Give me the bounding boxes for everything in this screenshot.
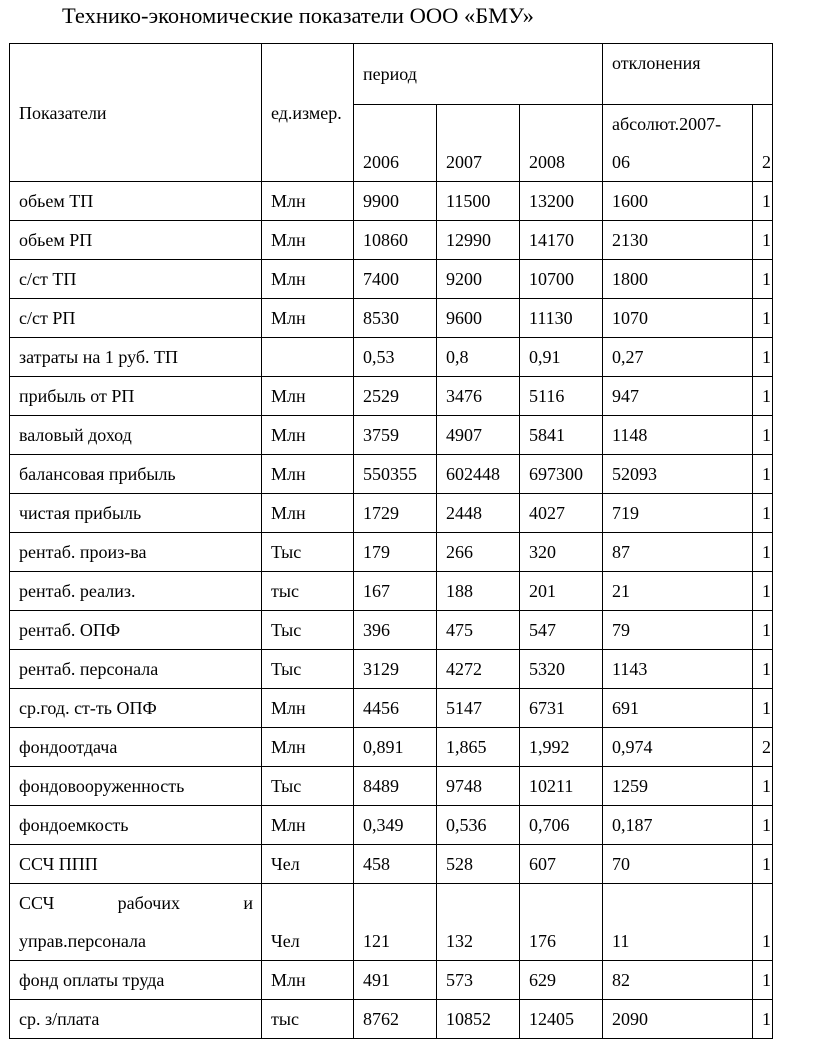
cell-2007: 475: [437, 611, 520, 650]
cell-2007: 602448: [437, 455, 520, 494]
header-absolute: [603, 105, 753, 182]
table-row: [10, 455, 773, 494]
cell-indicator: обьем ТП: [10, 182, 262, 221]
cell-next: 1: [753, 884, 773, 961]
cell-unit: Млн: [262, 377, 354, 416]
cell-next: 1: [753, 1000, 773, 1039]
cell-2006: 121: [354, 884, 437, 961]
cell-unit: Тыс: [262, 767, 354, 806]
cell-2007: 4907: [437, 416, 520, 455]
cell-absolute: 1148: [603, 416, 753, 455]
cell-2007: 132: [437, 884, 520, 961]
cell-next: 1: [753, 494, 773, 533]
cell-next: 2: [753, 728, 773, 767]
indicator-word: и: [243, 893, 253, 913]
document-title: Технико-экономические показатели ООО «БМУ»: [62, 3, 534, 28]
cell-unit: Млн: [262, 494, 354, 533]
cell-next: 1: [753, 689, 773, 728]
cell-next: 1: [753, 961, 773, 1000]
cell-absolute: 691: [603, 689, 753, 728]
table-body-tail: [10, 961, 773, 1039]
cell-unit: Млн: [262, 689, 354, 728]
cell-absolute: 1259: [603, 767, 753, 806]
cell-2007: 528: [437, 845, 520, 884]
header-year-2008: 2008: [520, 105, 603, 182]
table-row: [10, 494, 773, 533]
header-next-column: 2: [753, 105, 773, 182]
cell-indicator: рентаб. персонала: [10, 650, 262, 689]
cell-indicator: обьем РП: [10, 221, 262, 260]
cell-2007: 3476: [437, 377, 520, 416]
cell-2006: 0,53: [354, 338, 437, 377]
cell-2006: 4456: [354, 689, 437, 728]
cell-2008: 0,91: [520, 338, 603, 377]
cell-indicator: с/ст ТП: [10, 260, 262, 299]
cell-absolute: 79: [603, 611, 753, 650]
cell-absolute: 1600: [603, 182, 753, 221]
table-row: [10, 260, 773, 299]
cell-indicator: затраты на 1 руб. ТП: [10, 338, 262, 377]
cell-indicator: фондоемкость: [10, 806, 262, 845]
table-row: [10, 299, 773, 338]
cell-absolute: 21: [603, 572, 753, 611]
cell-next: 1: [753, 533, 773, 572]
cell-indicator: [10, 884, 262, 961]
cell-next: 1: [753, 650, 773, 689]
cell-2008: 607: [520, 845, 603, 884]
cell-2006: 9900: [354, 182, 437, 221]
cell-2006: 3129: [354, 650, 437, 689]
indicator-word: ССЧ: [19, 893, 55, 913]
cell-absolute: 947: [603, 377, 753, 416]
cell-indicator: ср. з/плата: [10, 1000, 262, 1039]
cell-indicator: валовый доход: [10, 416, 262, 455]
cell-2008: 10700: [520, 260, 603, 299]
cell-2007: 11500: [437, 182, 520, 221]
cell-next: 1: [753, 572, 773, 611]
cell-indicator: балансовая прибыль: [10, 455, 262, 494]
cell-unit: Млн: [262, 416, 354, 455]
cell-2008: 12405: [520, 1000, 603, 1039]
cell-2006: 550355: [354, 455, 437, 494]
indicators-table: [9, 43, 773, 1039]
cell-2007: 10852: [437, 1000, 520, 1039]
header-absolute-line2: 06: [612, 152, 630, 172]
cell-absolute: 1800: [603, 260, 753, 299]
cell-unit: Чел: [262, 845, 354, 884]
table-row: [10, 377, 773, 416]
cell-2007: 0,8: [437, 338, 520, 377]
cell-2007: 1,865: [437, 728, 520, 767]
header-year-2006: 2006: [354, 105, 437, 182]
cell-2006: 8530: [354, 299, 437, 338]
cell-2008: 0,706: [520, 806, 603, 845]
cell-absolute: 2130: [603, 221, 753, 260]
table-row: [10, 416, 773, 455]
table-row: [10, 1000, 773, 1039]
cell-2008: 5116: [520, 377, 603, 416]
cell-2008: 176: [520, 884, 603, 961]
cell-indicator: рентаб. ОПФ: [10, 611, 262, 650]
cell-absolute: 52093: [603, 455, 753, 494]
cell-2007: 2448: [437, 494, 520, 533]
cell-indicator: прибыль от РП: [10, 377, 262, 416]
cell-2008: 5841: [520, 416, 603, 455]
cell-2007: 266: [437, 533, 520, 572]
cell-absolute: 2090: [603, 1000, 753, 1039]
table-row: [10, 884, 773, 961]
cell-next: 1: [753, 260, 773, 299]
table-row: [10, 650, 773, 689]
cell-2007: 573: [437, 961, 520, 1000]
cell-2006: 179: [354, 533, 437, 572]
cell-unit: Тыс: [262, 650, 354, 689]
cell-unit: Млн: [262, 221, 354, 260]
cell-unit: [262, 338, 354, 377]
cell-2006: 491: [354, 961, 437, 1000]
cell-2006: 8489: [354, 767, 437, 806]
cell-2007: 0,536: [437, 806, 520, 845]
table-row: [10, 221, 773, 260]
cell-2008: 5320: [520, 650, 603, 689]
cell-2006: 8762: [354, 1000, 437, 1039]
cell-unit: Млн: [262, 182, 354, 221]
cell-indicator: фондоотдача: [10, 728, 262, 767]
table-row: [10, 728, 773, 767]
indicator-word: рабочих: [117, 893, 180, 913]
cell-unit: тыс: [262, 572, 354, 611]
cell-2008: 11130: [520, 299, 603, 338]
cell-2008: 320: [520, 533, 603, 572]
table-row: [10, 572, 773, 611]
cell-next: 1: [753, 845, 773, 884]
cell-2007: 9600: [437, 299, 520, 338]
cell-absolute: 82: [603, 961, 753, 1000]
cell-2007: 4272: [437, 650, 520, 689]
cell-indicator: рентаб. произ-ва: [10, 533, 262, 572]
indicator-line1: [19, 884, 261, 922]
cell-unit: Млн: [262, 728, 354, 767]
cell-2007: 12990: [437, 221, 520, 260]
cell-unit: Тыс: [262, 533, 354, 572]
cell-2008: 10211: [520, 767, 603, 806]
cell-2008: 6731: [520, 689, 603, 728]
cell-2006: 167: [354, 572, 437, 611]
cell-2006: 2529: [354, 377, 437, 416]
table-row: [10, 806, 773, 845]
cell-2007: 188: [437, 572, 520, 611]
header-deviations: отклонения: [603, 44, 773, 105]
table-row: [10, 533, 773, 572]
cell-indicator: ср.год. ст-ть ОПФ: [10, 689, 262, 728]
table-body: [10, 182, 773, 884]
cell-next: 1: [753, 611, 773, 650]
cell-2007: 9748: [437, 767, 520, 806]
header-year-2007: 2007: [437, 105, 520, 182]
cell-absolute: 719: [603, 494, 753, 533]
cell-absolute: 87: [603, 533, 753, 572]
cell-absolute: 1070: [603, 299, 753, 338]
cell-2006: 3759: [354, 416, 437, 455]
cell-2006: 10860: [354, 221, 437, 260]
cell-2006: 0,891: [354, 728, 437, 767]
cell-next: 1: [753, 416, 773, 455]
cell-indicator: фондовооруженность: [10, 767, 262, 806]
cell-next: 1: [753, 299, 773, 338]
cell-indicator: рентаб. реализ.: [10, 572, 262, 611]
header-indicator: Показатели: [10, 44, 262, 182]
cell-2006: 1729: [354, 494, 437, 533]
table-row: [10, 611, 773, 650]
cell-indicator: фонд оплаты труда: [10, 961, 262, 1000]
cell-2007: 5147: [437, 689, 520, 728]
cell-next: 1: [753, 455, 773, 494]
cell-next: 1: [753, 182, 773, 221]
table-row: [10, 689, 773, 728]
cell-unit: Млн: [262, 961, 354, 1000]
cell-2006: 7400: [354, 260, 437, 299]
cell-2006: 458: [354, 845, 437, 884]
header-row-1: [10, 44, 773, 105]
cell-2008: 201: [520, 572, 603, 611]
cell-2007: 9200: [437, 260, 520, 299]
cell-2006: 396: [354, 611, 437, 650]
indicator-line2: управ.персонала: [19, 931, 146, 951]
cell-unit: Млн: [262, 260, 354, 299]
cell-next: 1: [753, 221, 773, 260]
cell-2008: 697300: [520, 455, 603, 494]
cell-absolute: 0,27: [603, 338, 753, 377]
cell-indicator: с/ст РП: [10, 299, 262, 338]
cell-absolute: 11: [603, 884, 753, 961]
table-row: [10, 961, 773, 1000]
cell-absolute: 0,974: [603, 728, 753, 767]
table-row: [10, 845, 773, 884]
cell-unit: Млн: [262, 455, 354, 494]
cell-indicator: ССЧ ППП: [10, 845, 262, 884]
cell-2008: 13200: [520, 182, 603, 221]
cell-next: 1: [753, 767, 773, 806]
header-period: период: [354, 44, 603, 105]
cell-next: 1: [753, 806, 773, 845]
cell-2008: 14170: [520, 221, 603, 260]
table-row: [10, 182, 773, 221]
cell-unit: Тыс: [262, 611, 354, 650]
cell-next: 1: [753, 338, 773, 377]
cell-next: 1: [753, 377, 773, 416]
cell-2006: 0,349: [354, 806, 437, 845]
cell-2008: 1,992: [520, 728, 603, 767]
cell-unit: Млн: [262, 806, 354, 845]
cell-2008: 4027: [520, 494, 603, 533]
cell-unit: Млн: [262, 299, 354, 338]
cell-absolute: 1143: [603, 650, 753, 689]
table-row: [10, 767, 773, 806]
cell-absolute: 70: [603, 845, 753, 884]
table-row: [10, 338, 773, 377]
header-absolute-line1: абсолют.2007-: [612, 114, 722, 134]
cell-2008: 629: [520, 961, 603, 1000]
header-unit: ед.измер.: [262, 44, 354, 182]
cell-2008: 547: [520, 611, 603, 650]
cell-absolute: 0,187: [603, 806, 753, 845]
cell-unit: тыс: [262, 1000, 354, 1039]
cell-indicator: чистая прибыль: [10, 494, 262, 533]
cell-unit: Чел: [262, 884, 354, 961]
